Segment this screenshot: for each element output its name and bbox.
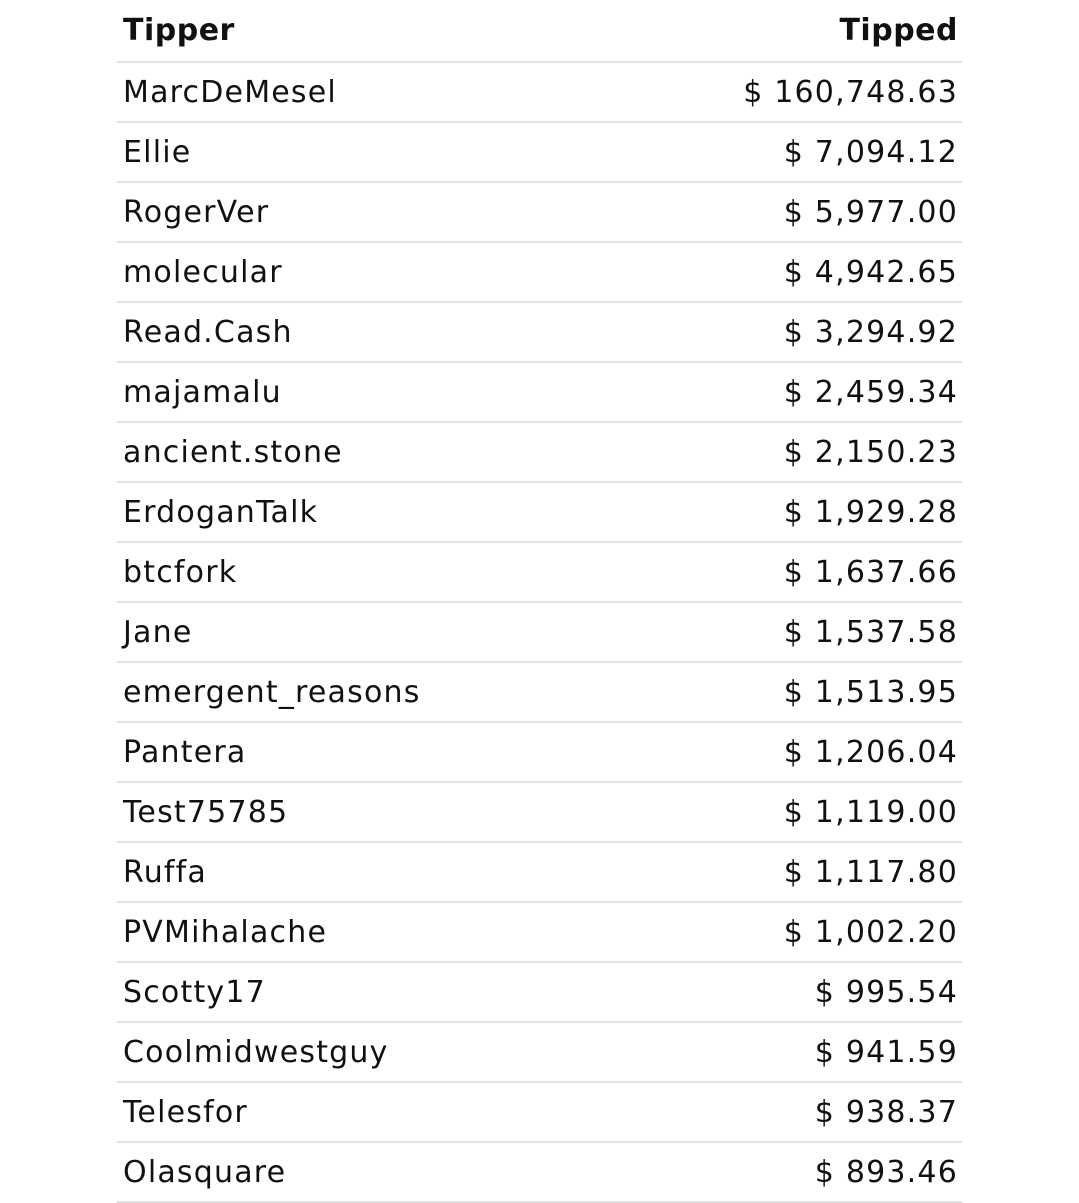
tipper-name[interactable]: Ruffa (117, 842, 540, 902)
tipped-amount: $ 2,459.34 (540, 362, 963, 422)
tipper-name[interactable]: Jane (117, 602, 540, 662)
tipped-amount: $ 4,942.65 (540, 242, 963, 302)
table-row (117, 362, 962, 422)
table-row (117, 662, 962, 722)
tipped-amount: $ 995.54 (540, 962, 963, 1022)
tipped-amount: $ 1,513.95 (540, 662, 963, 722)
tipped-amount: $ 1,206.04 (540, 722, 963, 782)
tipped-amount: $ 941.59 (540, 1022, 963, 1082)
tipper-name[interactable]: RogerVer (117, 182, 540, 242)
table-row (117, 182, 962, 242)
table-row (117, 902, 962, 962)
table-row (117, 842, 962, 902)
tipper-name[interactable]: emergent_reasons (117, 662, 540, 722)
tipped-amount: $ 1,119.00 (540, 782, 963, 842)
tippers-table (117, 0, 962, 1203)
tipper-name[interactable]: Read.Cash (117, 302, 540, 362)
tipper-name[interactable]: PVMihalache (117, 902, 540, 962)
tipped-amount: $ 893.46 (540, 1142, 963, 1202)
tippers-table-container (117, 0, 962, 1203)
tipper-name[interactable]: Scotty17 (117, 962, 540, 1022)
table-row (117, 302, 962, 362)
tipper-name[interactable]: MarcDeMesel (117, 62, 540, 122)
table-row (117, 962, 962, 1022)
table-row (117, 1082, 962, 1142)
tipped-amount: $ 938.37 (540, 1082, 963, 1142)
tipped-amount: $ 2,150.23 (540, 422, 963, 482)
tipper-name[interactable]: Pantera (117, 722, 540, 782)
table-row (117, 122, 962, 182)
tipped-amount: $ 7,094.12 (540, 122, 963, 182)
table-row (117, 542, 962, 602)
tipper-name[interactable]: ErdoganTalk (117, 482, 540, 542)
tipped-amount: $ 160,748.63 (540, 62, 963, 122)
tipper-name[interactable]: Coolmidwestguy (117, 1022, 540, 1082)
tipped-amount: $ 3,294.92 (540, 302, 963, 362)
table-body (117, 62, 962, 1202)
table-row (117, 482, 962, 542)
tipped-amount: $ 1,929.28 (540, 482, 963, 542)
tipper-name[interactable]: molecular (117, 242, 540, 302)
header-row (117, 0, 962, 62)
table-row (117, 422, 962, 482)
tipper-name[interactable]: Telesfor (117, 1082, 540, 1142)
column-header-tipper[interactable]: Tipper (117, 0, 540, 62)
tipped-amount: $ 1,637.66 (540, 542, 963, 602)
tipper-name[interactable]: Ellie (117, 122, 540, 182)
table-row (117, 722, 962, 782)
table-row (117, 62, 962, 122)
table-header (117, 0, 962, 62)
tipper-name[interactable]: majamalu (117, 362, 540, 422)
tipped-amount: $ 1,537.58 (540, 602, 963, 662)
table-row (117, 602, 962, 662)
column-header-tipped[interactable]: Tipped (540, 0, 963, 62)
table-row (117, 782, 962, 842)
tipped-amount: $ 5,977.00 (540, 182, 963, 242)
tipper-name[interactable]: Test75785 (117, 782, 540, 842)
table-row (117, 1142, 962, 1202)
tipped-amount: $ 1,002.20 (540, 902, 963, 962)
tipper-name[interactable]: btcfork (117, 542, 540, 602)
table-row (117, 1022, 962, 1082)
tipper-name[interactable]: ancient.stone (117, 422, 540, 482)
table-row (117, 242, 962, 302)
tipped-amount: $ 1,117.80 (540, 842, 963, 902)
tipper-name[interactable]: Olasquare (117, 1142, 540, 1202)
